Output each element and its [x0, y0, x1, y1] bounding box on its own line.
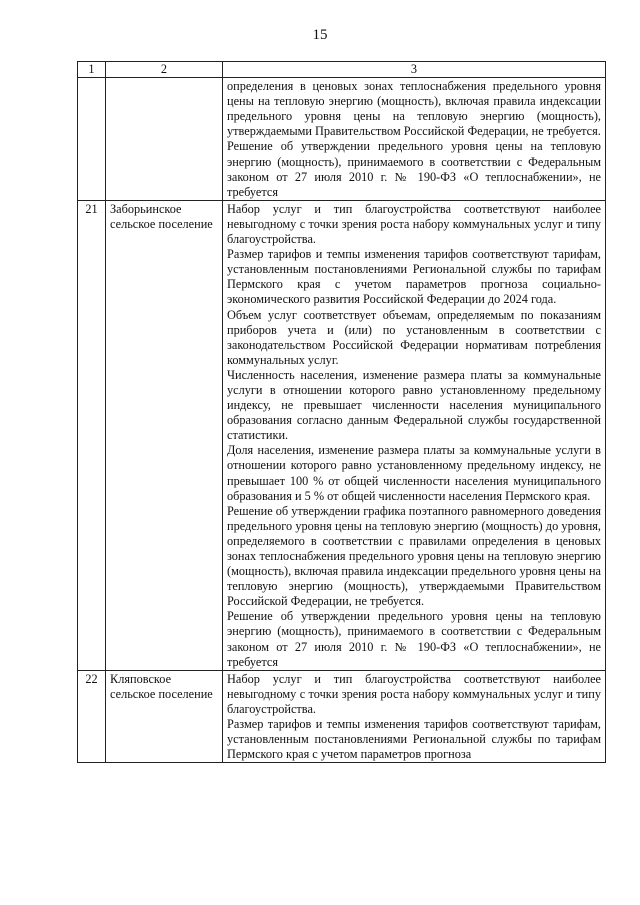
page-number: 15 [312, 27, 328, 43]
row-number: 21 [78, 200, 106, 670]
row-name-cell [106, 78, 223, 201]
row-content-cell [223, 670, 606, 763]
content-paragraph: Набор услуг и тип благоустройства соответствуют наиболее невыгодному с точки зрения роста набору коммунальных услуг и типу благоустройства. [227, 201, 601, 247]
content-paragraph: Доля населения, изменение размера платы за коммунальные услуги в отношении которого равно установленному предельному индексу, не превышает 100 % от общей численности населения муниципального образования и 5 % от общей численности населения Пермского края. [227, 443, 601, 503]
header-col-2: 2 [106, 62, 223, 78]
header-row [78, 62, 606, 78]
settlement-name: Заборьинское сельское поселение [106, 200, 223, 670]
row-content-cell [223, 200, 606, 670]
header-col-1: 1 [78, 62, 106, 78]
row-number-cell [78, 78, 106, 201]
table-row-21 [78, 200, 606, 670]
header-col-3: 3 [223, 62, 606, 78]
content-paragraph: Объем услуг соответствует объемам, определяемым по показаниям приборов учета и (или) по установленным в соответствии с законодательством Российской Федерации нормативам потребления коммунальных услуг. [227, 307, 601, 367]
table-row-continuation [78, 78, 606, 201]
content-paragraph: Размер тарифов и темпы изменения тарифов соответствуют тарифам, установленным постановлениями Региональной службы по тарифам Пермского края с учетом параметров прогноза социально-экономического развития Российской Федерации до 2024 года. [227, 247, 601, 307]
municipal-table [77, 61, 606, 763]
table-row-22 [78, 670, 606, 763]
content-paragraph: Численность населения, изменение размера платы за коммунальные услуги в отношении которого равно установленному предельному индексу, не превышает численности населения муниципального образования согласно данным Федеральной службы государственной статистики. [227, 367, 601, 443]
row-number: 22 [78, 670, 106, 763]
content-paragraph: Решение об утверждении предельного уровня цены на тепловую энергию (мощность), принимаемого в соответствии с Федеральным законом от 27 июля 2010 г. № 190-ФЗ «О теплоснабжении», не требуется [227, 609, 601, 669]
content-paragraph: Размер тарифов и темпы изменения тарифов соответствуют тарифам, установленным постановлениями Региональной службы по тарифам Пермского края с учетом параметров прогноза [227, 717, 601, 762]
row-content-cell [223, 78, 606, 201]
table-header [78, 62, 606, 78]
content-paragraph: Решение об утверждении графика поэтапного равномерного доведения предельного уровня цены на тепловую энергию (мощность) до уровня, определяемого в соответствии с правилами определения в ценовых зонах теплоснабжения предельного уровня цены на тепловую энергию (мощность), включая правила индексации предельного уровня цены на тепловую энергию (мощность), утверждаемыми Правительством Российской Федерации, не требуется. [227, 503, 601, 609]
content-paragraph: Набор услуг и тип благоустройства соответствуют наиболее невыгодному с точки зрения роста набору коммунальных услуг и типу благоустройства. [227, 671, 601, 716]
content-paragraph: Решение об утверждении предельного уровня цены на тепловую энергию (мощность), принимаемого в соответствии с Федеральным законом от 27 июля 2010 г. № 190-ФЗ «О теплоснабжении», не требуется [227, 139, 601, 199]
settlement-name: Кляповское сельское поселение [106, 670, 223, 763]
content-paragraph: определения в ценовых зонах теплоснабжения предельного уровня цены на тепловую энергию (мощность), включая правила индексации предельного уровня цены на тепловую энергию (мощность), утверждаемыми Правительством Российской Федерации, не требуется. [227, 79, 601, 139]
